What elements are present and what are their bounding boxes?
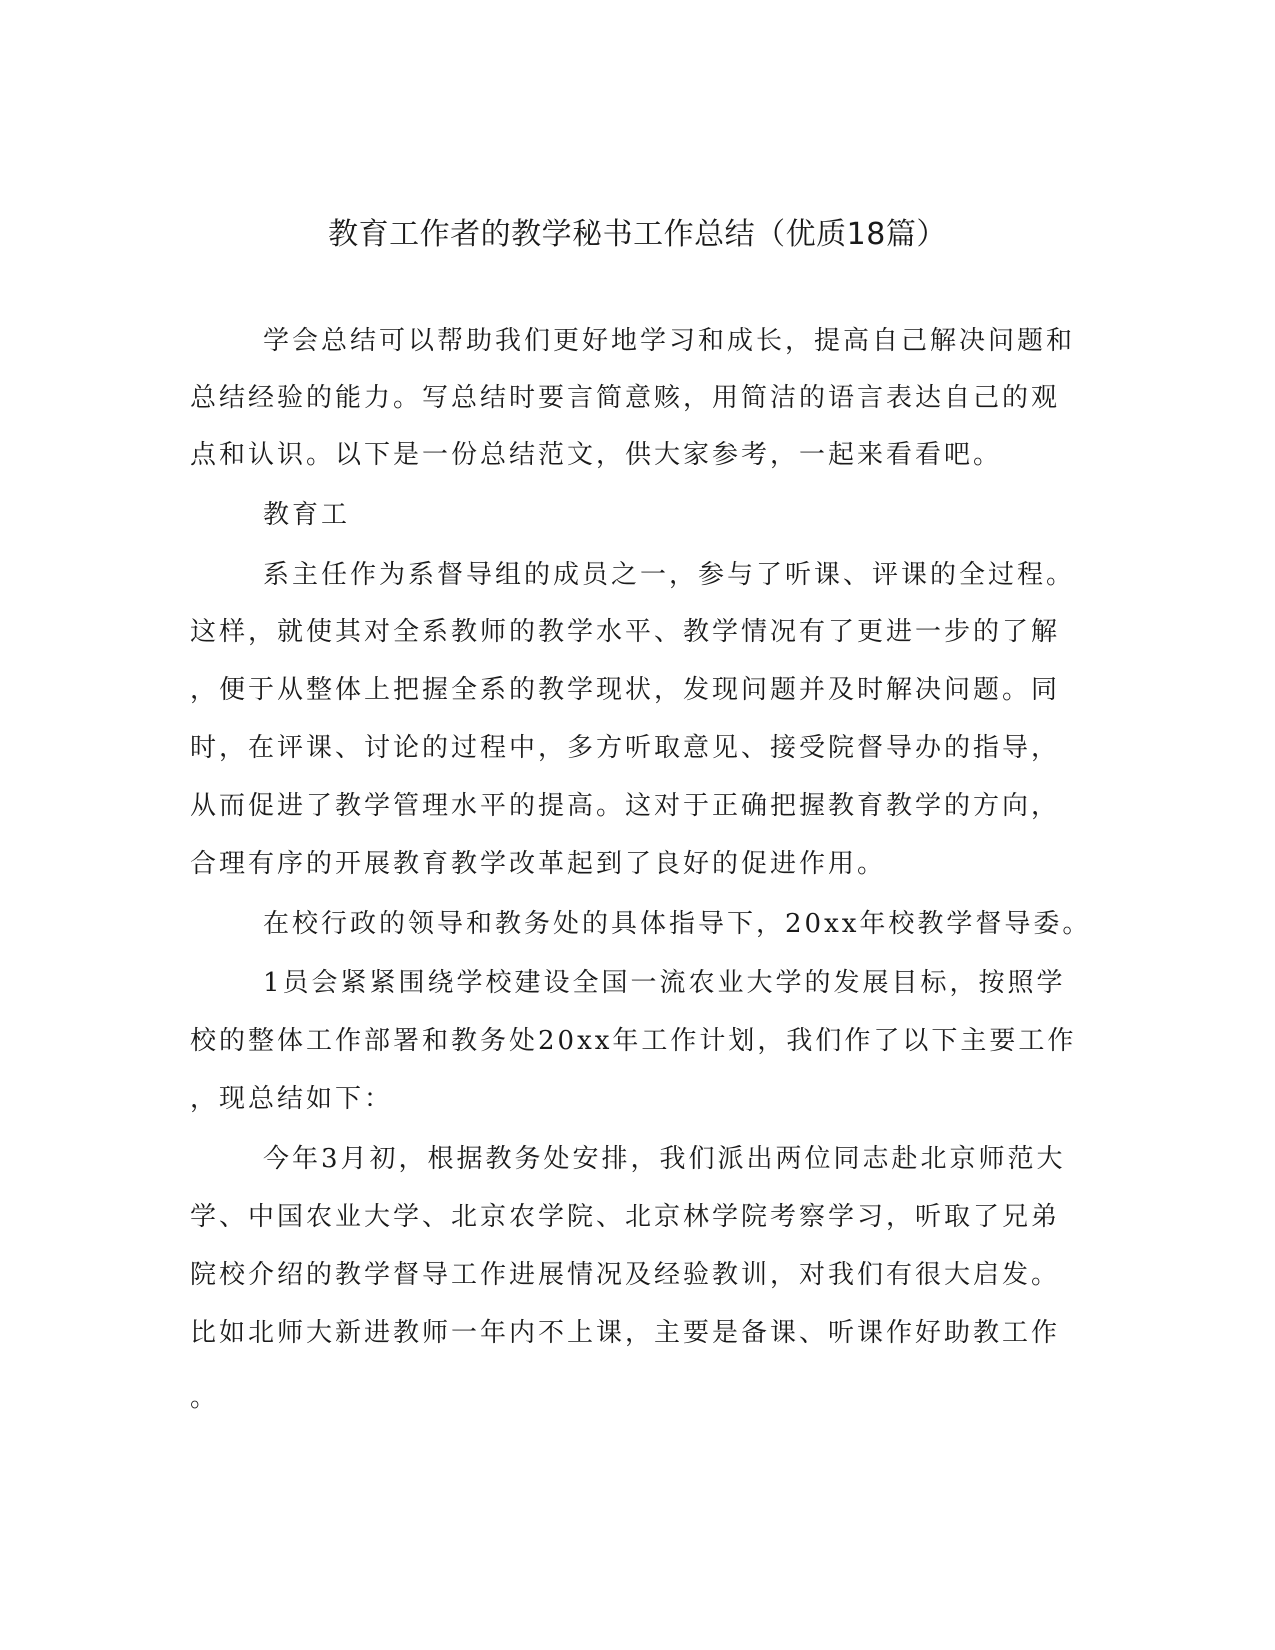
paragraph-line: ，现总结如下： (190, 1084, 394, 1114)
paragraph-line: 教育工 (263, 500, 351, 530)
paragraph-line: 合理有序的开展教育教学改革起到了良好的促进作用。 (190, 849, 887, 879)
paragraph-line: 这样，就使其对全系教师的教学水平、教学情况有了更进一步的了解 (190, 617, 1061, 647)
paragraph-line: 校的整体工作部署和教务处20xx年工作计划，我们作了以下主要工作 (190, 1026, 1077, 1056)
paragraph-line: 点和认识。以下是一份总结范文，供大家参考，一起来看看吧。 (190, 440, 1003, 470)
paragraph-line: 总结经验的能力。写总结时要言简意赅，用简洁的语言表达自己的观 (190, 383, 1061, 413)
document-title: 教育工作者的教学秘书工作总结（优质18篇） (328, 217, 947, 252)
paragraph-line: 。 (190, 1383, 220, 1413)
paragraph-line: 学会总结可以帮助我们更好地学习和成长，提高自己解决问题和 (263, 326, 1076, 356)
paragraph-line: 在校行政的领导和教务处的具体指导下，20xx年校教学督导委。 (263, 909, 1092, 939)
paragraph-line: 从而促进了教学管理水平的提高。这对于正确把握教育教学的方向， (190, 791, 1061, 821)
paragraph-line: 1员会紧紧围绕学校建设全国一流农业大学的发展目标，按照学 (263, 968, 1066, 998)
paragraph-line: 院校介绍的教学督导工作进展情况及经验教训，对我们有很大启发。 (190, 1260, 1061, 1290)
paragraph-line: 比如北师大新进教师一年内不上课，主要是备课、听课作好助教工作 (190, 1318, 1061, 1348)
paragraph-line: ，便于从整体上把握全系的教学现状，发现问题并及时解决问题。同 (190, 675, 1061, 705)
paragraph-line: 今年3月初，根据教务处安排，我们派出两位同志赴北京师范大 (263, 1144, 1066, 1174)
paragraph-line: 系主任作为系督导组的成员之一，参与了听课、评课的全过程。 (263, 560, 1076, 590)
paragraph-line: 学、中国农业大学、北京农学院、北京林学院考察学习，听取了兄弟 (190, 1202, 1061, 1232)
paragraph-line: 时，在评课、讨论的过程中，多方听取意见、接受院督导办的指导， (190, 733, 1061, 763)
